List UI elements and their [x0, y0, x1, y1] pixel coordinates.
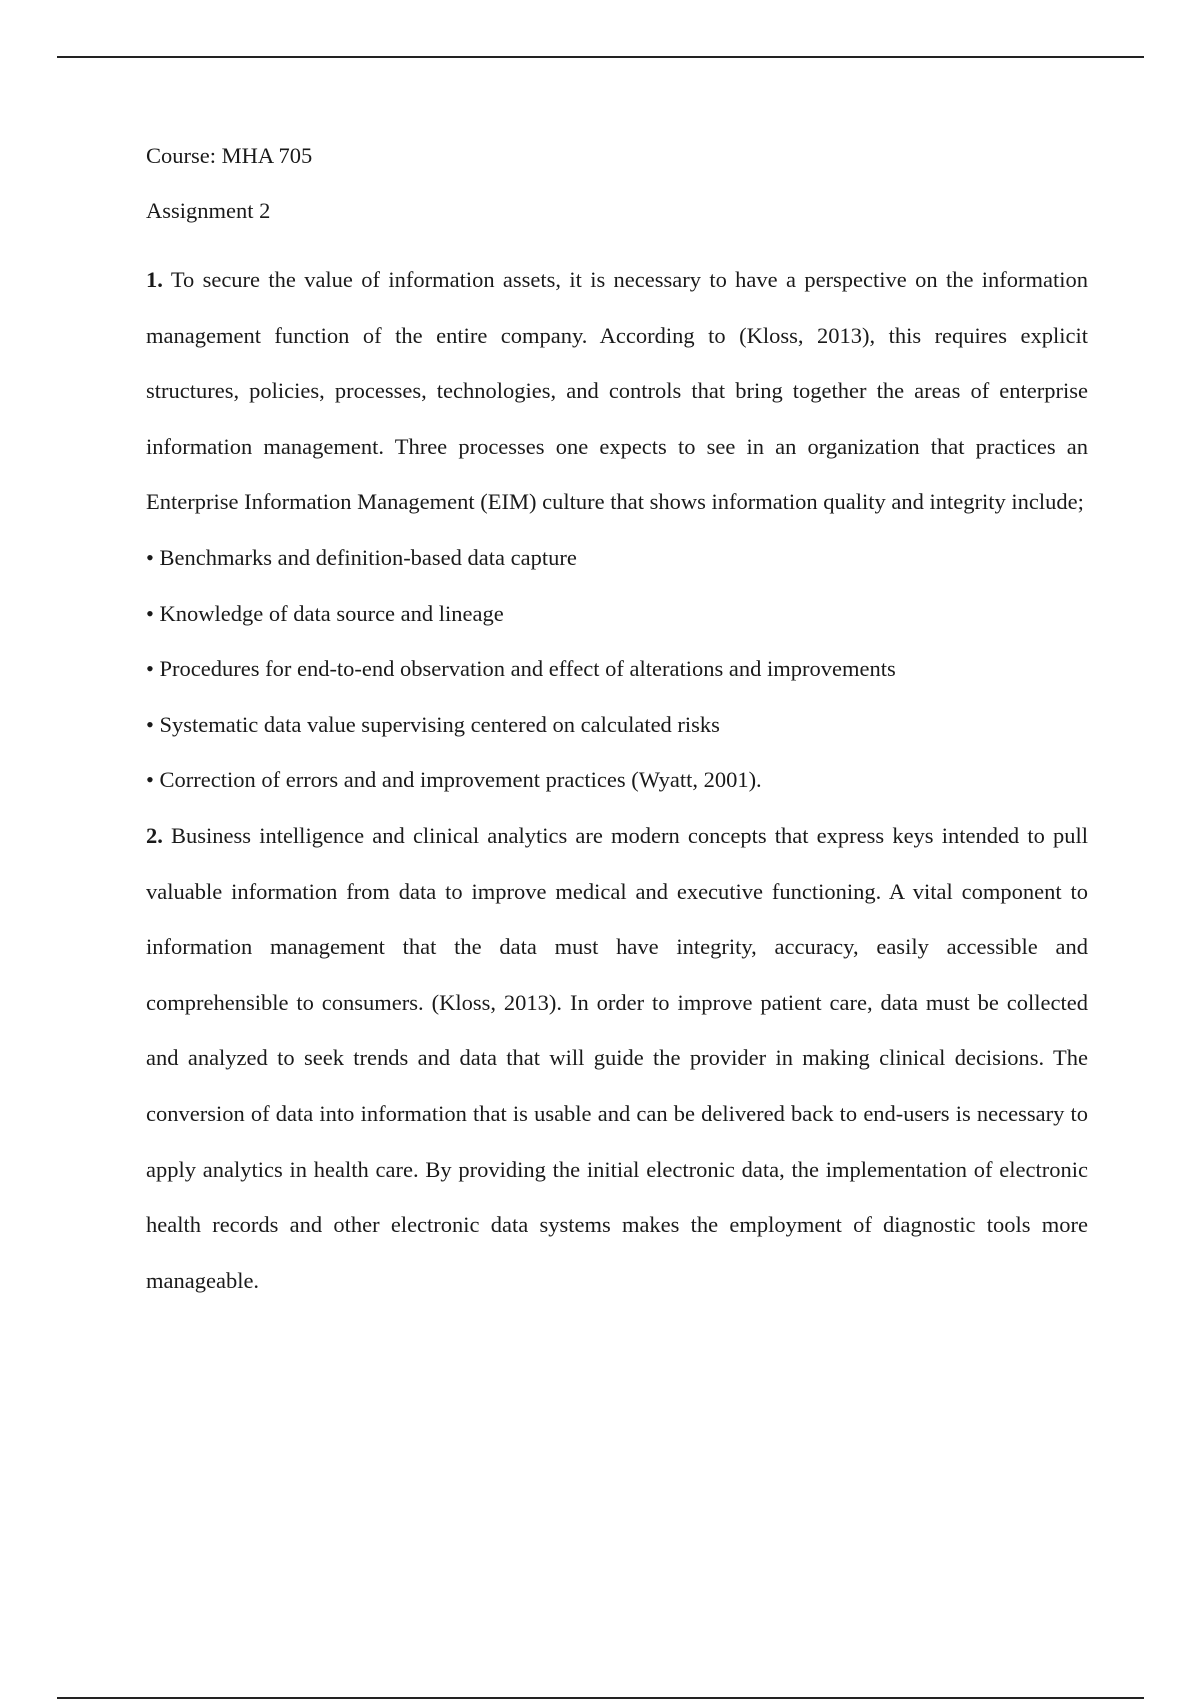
question-1-paragraph [146, 252, 1088, 530]
list-item: • Benchmarks and definition-based data capture [146, 544, 577, 570]
footer-rule [57, 1697, 1144, 1699]
list-item: • Knowledge of data source and lineage [146, 600, 504, 626]
question-1-number: 1. [146, 267, 163, 292]
question-1-text: To secure the value of information assets, it is necessary to have a perspective on the information management function of the entire company. According to (Kloss, 2013), this requires explicit structures, policies, processes, technologies, and controls that bring together the areas of enterprise information management. Three processes one expects to see in an organization that practices an Enterprise Information Management (EIM) culture that shows information quality and integrity include; [146, 267, 1089, 515]
document-body [146, 142, 1088, 1308]
question-2-number: 2. [146, 822, 163, 848]
course-line: Course: MHA 705 [146, 143, 313, 168]
question-2-paragraph [146, 808, 1088, 1308]
assignment-line: Assignment 2 [146, 198, 271, 223]
list-item: • Correction of errors and and improvement practices (Wyatt, 2001). [146, 767, 762, 793]
question-2-text: Business intelligence and clinical analytics are modern concepts that express keys intended to pull valuable information from data to improve medical and executive functioning. A vital component to information management that the data must have integrity, accuracy, easily accessible and comprehensible to consumers. (Kloss, 2013). In order to improve patient care, data must be collected and analyzed to seek trends and data that will guide the provider in making clinical decisions. The conversion of data into information that is usable and can be delivered back to end-users is necessary to apply analytics in health care. By providing the initial electronic data, the implementation of electronic health records and other electronic data systems makes the employment of diagnostic tools more manageable. [146, 822, 1088, 1293]
process-list [146, 530, 1088, 808]
header-rule [57, 56, 1144, 58]
list-item: • Procedures for end-to-end observation and effect of alterations and improvements [146, 656, 896, 682]
list-item: • Systematic data value supervising centered on calculated risks [146, 711, 720, 737]
